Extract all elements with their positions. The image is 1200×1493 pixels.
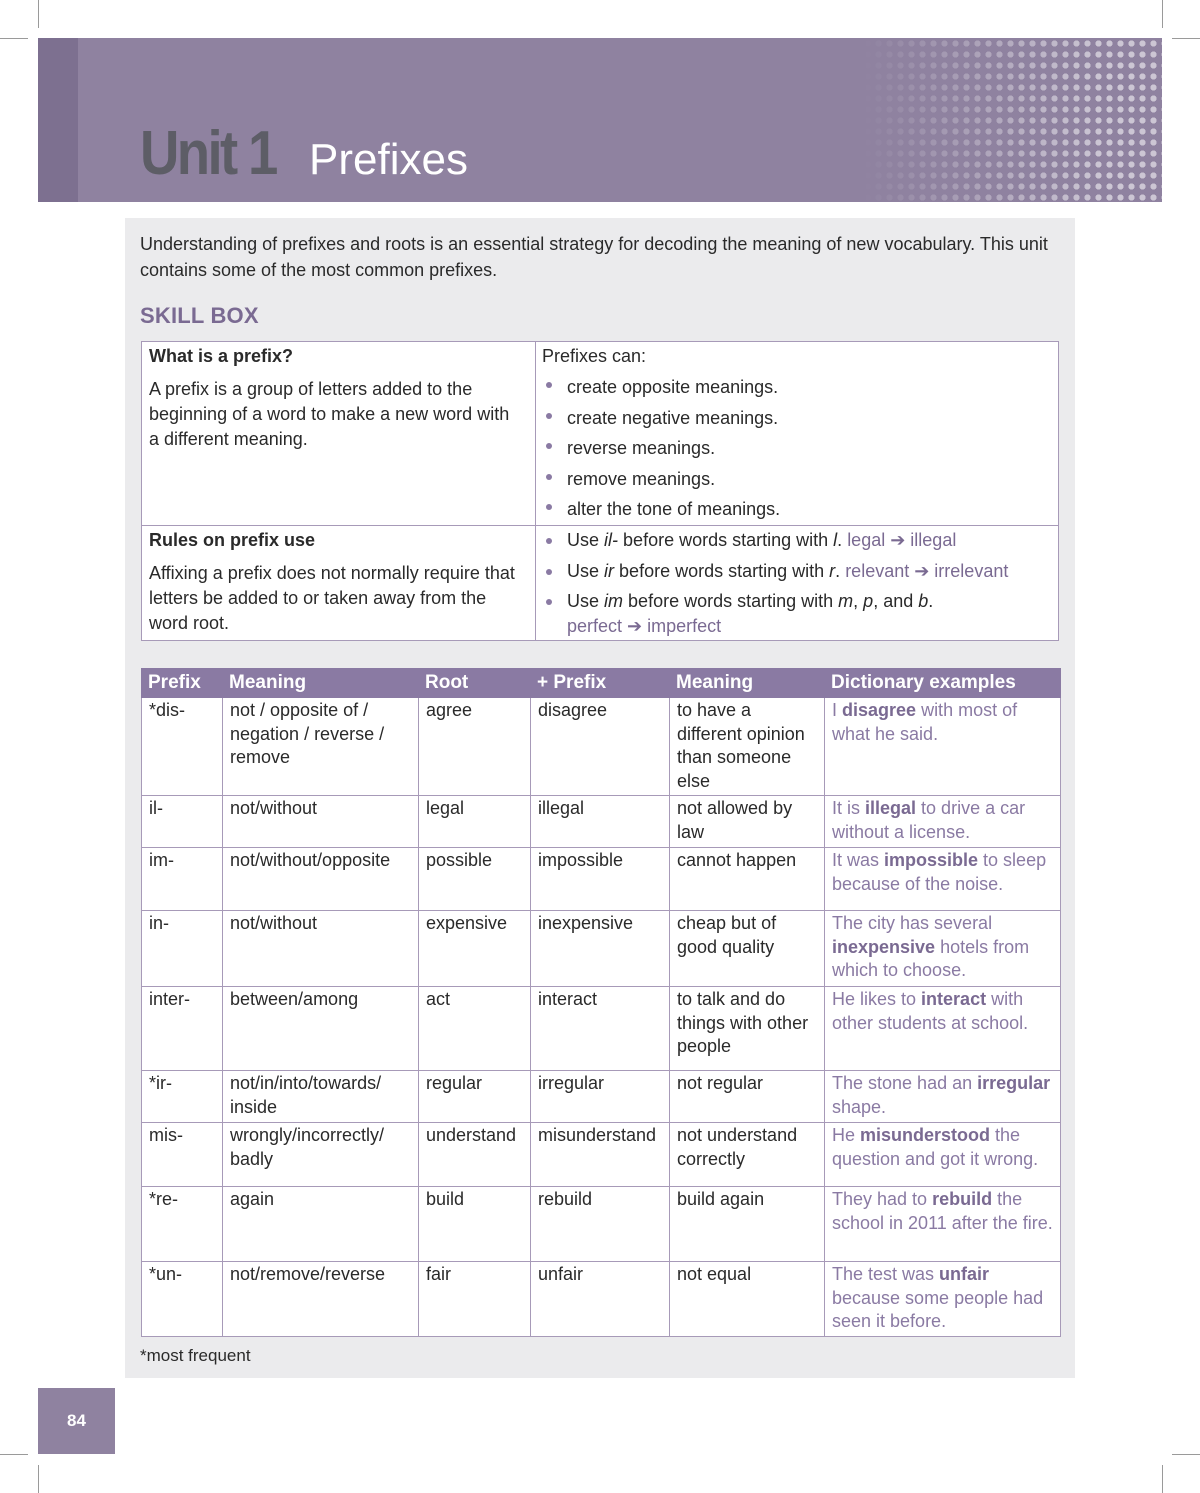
crop-mark <box>0 38 28 39</box>
rules-list-cell <box>542 528 1054 639</box>
root-cell: expensive <box>419 911 531 987</box>
word-meaning-cell: not understand correctly <box>670 1123 825 1187</box>
prefixed-word-cell: illegal <box>531 796 670 848</box>
footnote: *most frequent <box>140 1346 251 1365</box>
prefixed-word-cell: impossible <box>531 848 670 911</box>
what-is-prefix-title: What is a prefix? <box>149 346 294 366</box>
prefixed-word-cell: disagree <box>531 698 670 796</box>
meaning-cell: not/in/into/towards/ inside <box>223 1071 419 1123</box>
prefixed-word-cell: interact <box>531 987 670 1071</box>
meaning-cell: not / opposite of / negation / reverse / remove <box>223 698 419 796</box>
list-item: remove meanings. <box>542 464 1052 495</box>
prefix-cell: in- <box>142 911 223 987</box>
word-meaning-cell: cheap but of good quality <box>670 911 825 987</box>
root-cell: agree <box>419 698 531 796</box>
skill-box-heading: SKILL BOX <box>140 303 259 328</box>
table-header-row <box>142 669 1061 698</box>
word-meaning-cell: not allowed by law <box>670 796 825 848</box>
unit-label: Unit 1 <box>140 119 276 188</box>
meaning-cell: again <box>223 1187 419 1262</box>
halftone-pattern <box>862 38 1162 202</box>
prefix-cell: *ir- <box>142 1071 223 1123</box>
table-row <box>142 1262 1061 1337</box>
page-number: 84 <box>38 1388 115 1454</box>
what-is-prefix-text: A prefix is a group of letters added to the beginning of a word to make a new word with a different meaning. <box>149 379 510 449</box>
table-row <box>142 848 1061 911</box>
rule-item: Use im before words starting with m, p, and b. perfect ➔ imperfect <box>542 589 1054 639</box>
crop-mark <box>38 1465 39 1493</box>
meaning-cell: not/remove/reverse <box>223 1262 419 1337</box>
prefix-table <box>141 668 1061 1337</box>
meaning-cell: not/without/opposite <box>223 848 419 911</box>
root-cell: fair <box>419 1262 531 1337</box>
example-cell: The test was unfair because some people had seen it before. <box>825 1262 1061 1337</box>
skill-box <box>141 341 1059 641</box>
meaning-cell: not/without <box>223 796 419 848</box>
rule-prefix: ir <box>604 560 615 581</box>
prefix-cell: *dis- <box>142 698 223 796</box>
table-row <box>142 1187 1061 1262</box>
table-row <box>142 796 1061 848</box>
root-cell: regular <box>419 1071 531 1123</box>
divider <box>535 342 536 640</box>
column-header: Meaning <box>223 669 419 698</box>
example-cell: The stone had an irregular shape. <box>825 1071 1061 1123</box>
crop-mark <box>1162 1465 1163 1493</box>
prefixes-can-title: Prefixes can: <box>542 346 647 366</box>
root-cell: legal <box>419 796 531 848</box>
intro-paragraph: Understanding of prefixes and roots is an essential strategy for decoding the meaning of new vocabulary. This unit contains some of the most common prefixes. <box>140 234 1048 280</box>
prefix-cell: im- <box>142 848 223 911</box>
prefixed-word-cell: inexpensive <box>531 911 670 987</box>
root-cell: possible <box>419 848 531 911</box>
table-row <box>142 1071 1061 1123</box>
prefixed-word-cell: misunderstand <box>531 1123 670 1187</box>
list-item: create negative meanings. <box>542 403 1052 434</box>
prefix-cell: mis- <box>142 1123 223 1187</box>
table-row <box>142 911 1061 987</box>
list-item: alter the tone of meanings. <box>542 494 1052 525</box>
rule-item: Use il- before words starting with l. legal ➔ illegal <box>542 528 1054 553</box>
rule-example: perfect ➔ imperfect <box>567 616 722 636</box>
rule-example: legal ➔ illegal <box>847 530 957 550</box>
example-cell: It was impossible to sleep because of the noise. <box>825 848 1061 911</box>
meaning-cell: wrongly/incorrectly/ badly <box>223 1123 419 1187</box>
rule-prefix: il- <box>604 530 619 550</box>
crop-mark <box>0 1454 28 1455</box>
word-meaning-cell: cannot happen <box>670 848 825 911</box>
column-header: Dictionary examples <box>825 669 1061 698</box>
list-item: reverse meanings. <box>542 433 1052 464</box>
example-cell: He likes to interact with other students at school. <box>825 987 1061 1071</box>
list-item: create opposite meanings. <box>542 372 1052 403</box>
prefix-cell: il- <box>142 796 223 848</box>
rules-title: Rules on prefix use <box>149 530 316 550</box>
word-meaning-cell: to talk and do things with other people <box>670 987 825 1071</box>
column-header: Meaning <box>670 669 825 698</box>
root-cell: build <box>419 1187 531 1262</box>
prefixes-can-cell <box>542 344 1052 525</box>
prefix-cell: inter- <box>142 987 223 1071</box>
prefixes-can-list <box>542 372 1052 525</box>
column-header: Root <box>419 669 531 698</box>
root-cell: understand <box>419 1123 531 1187</box>
page-title: Prefixes <box>309 135 468 184</box>
rule-item: Use ir before words starting with r. relevant ➔ irrelevant <box>542 559 1054 584</box>
rules-list <box>542 528 1054 639</box>
word-meaning-cell: to have a different opinion than someone else <box>670 698 825 796</box>
table-row <box>142 1123 1061 1187</box>
prefixed-word-cell: irregular <box>531 1071 670 1123</box>
what-is-prefix-cell <box>149 344 524 452</box>
example-cell: He misunderstood the question and got it wrong. <box>825 1123 1061 1187</box>
crop-mark <box>1172 38 1200 39</box>
prefix-cell: *re- <box>142 1187 223 1262</box>
rule-example: relevant ➔ irrelevant <box>845 560 1009 581</box>
prefixed-word-cell: unfair <box>531 1262 670 1337</box>
example-cell: The city has several inexpensive hotels from which to choose. <box>825 911 1061 987</box>
word-meaning-cell: build again <box>670 1187 825 1262</box>
word-meaning-cell: not equal <box>670 1262 825 1337</box>
rule-prefix: im <box>604 591 624 611</box>
divider <box>142 525 1058 526</box>
example-cell: I disagree with most of what he said. <box>825 698 1061 796</box>
root-cell: act <box>419 987 531 1071</box>
crop-mark <box>1172 1454 1200 1455</box>
example-cell: It is illegal to drive a car without a license. <box>825 796 1061 848</box>
prefix-cell: *un- <box>142 1262 223 1337</box>
example-cell: They had to rebuild the school in 2011 after the fire. <box>825 1187 1061 1262</box>
column-header: Prefix <box>142 669 223 698</box>
table-row <box>142 698 1061 796</box>
prefixed-word-cell: rebuild <box>531 1187 670 1262</box>
crop-mark <box>38 0 39 28</box>
rules-text: Affixing a prefix does not normally require that letters be added to or taken away from the word root. <box>149 563 515 633</box>
header-stripe <box>38 38 78 202</box>
column-header: + Prefix <box>531 669 670 698</box>
table-row <box>142 987 1061 1071</box>
word-meaning-cell: not regular <box>670 1071 825 1123</box>
meaning-cell: between/among <box>223 987 419 1071</box>
meaning-cell: not/without <box>223 911 419 987</box>
crop-mark <box>1162 0 1163 28</box>
rules-cell <box>149 528 529 636</box>
